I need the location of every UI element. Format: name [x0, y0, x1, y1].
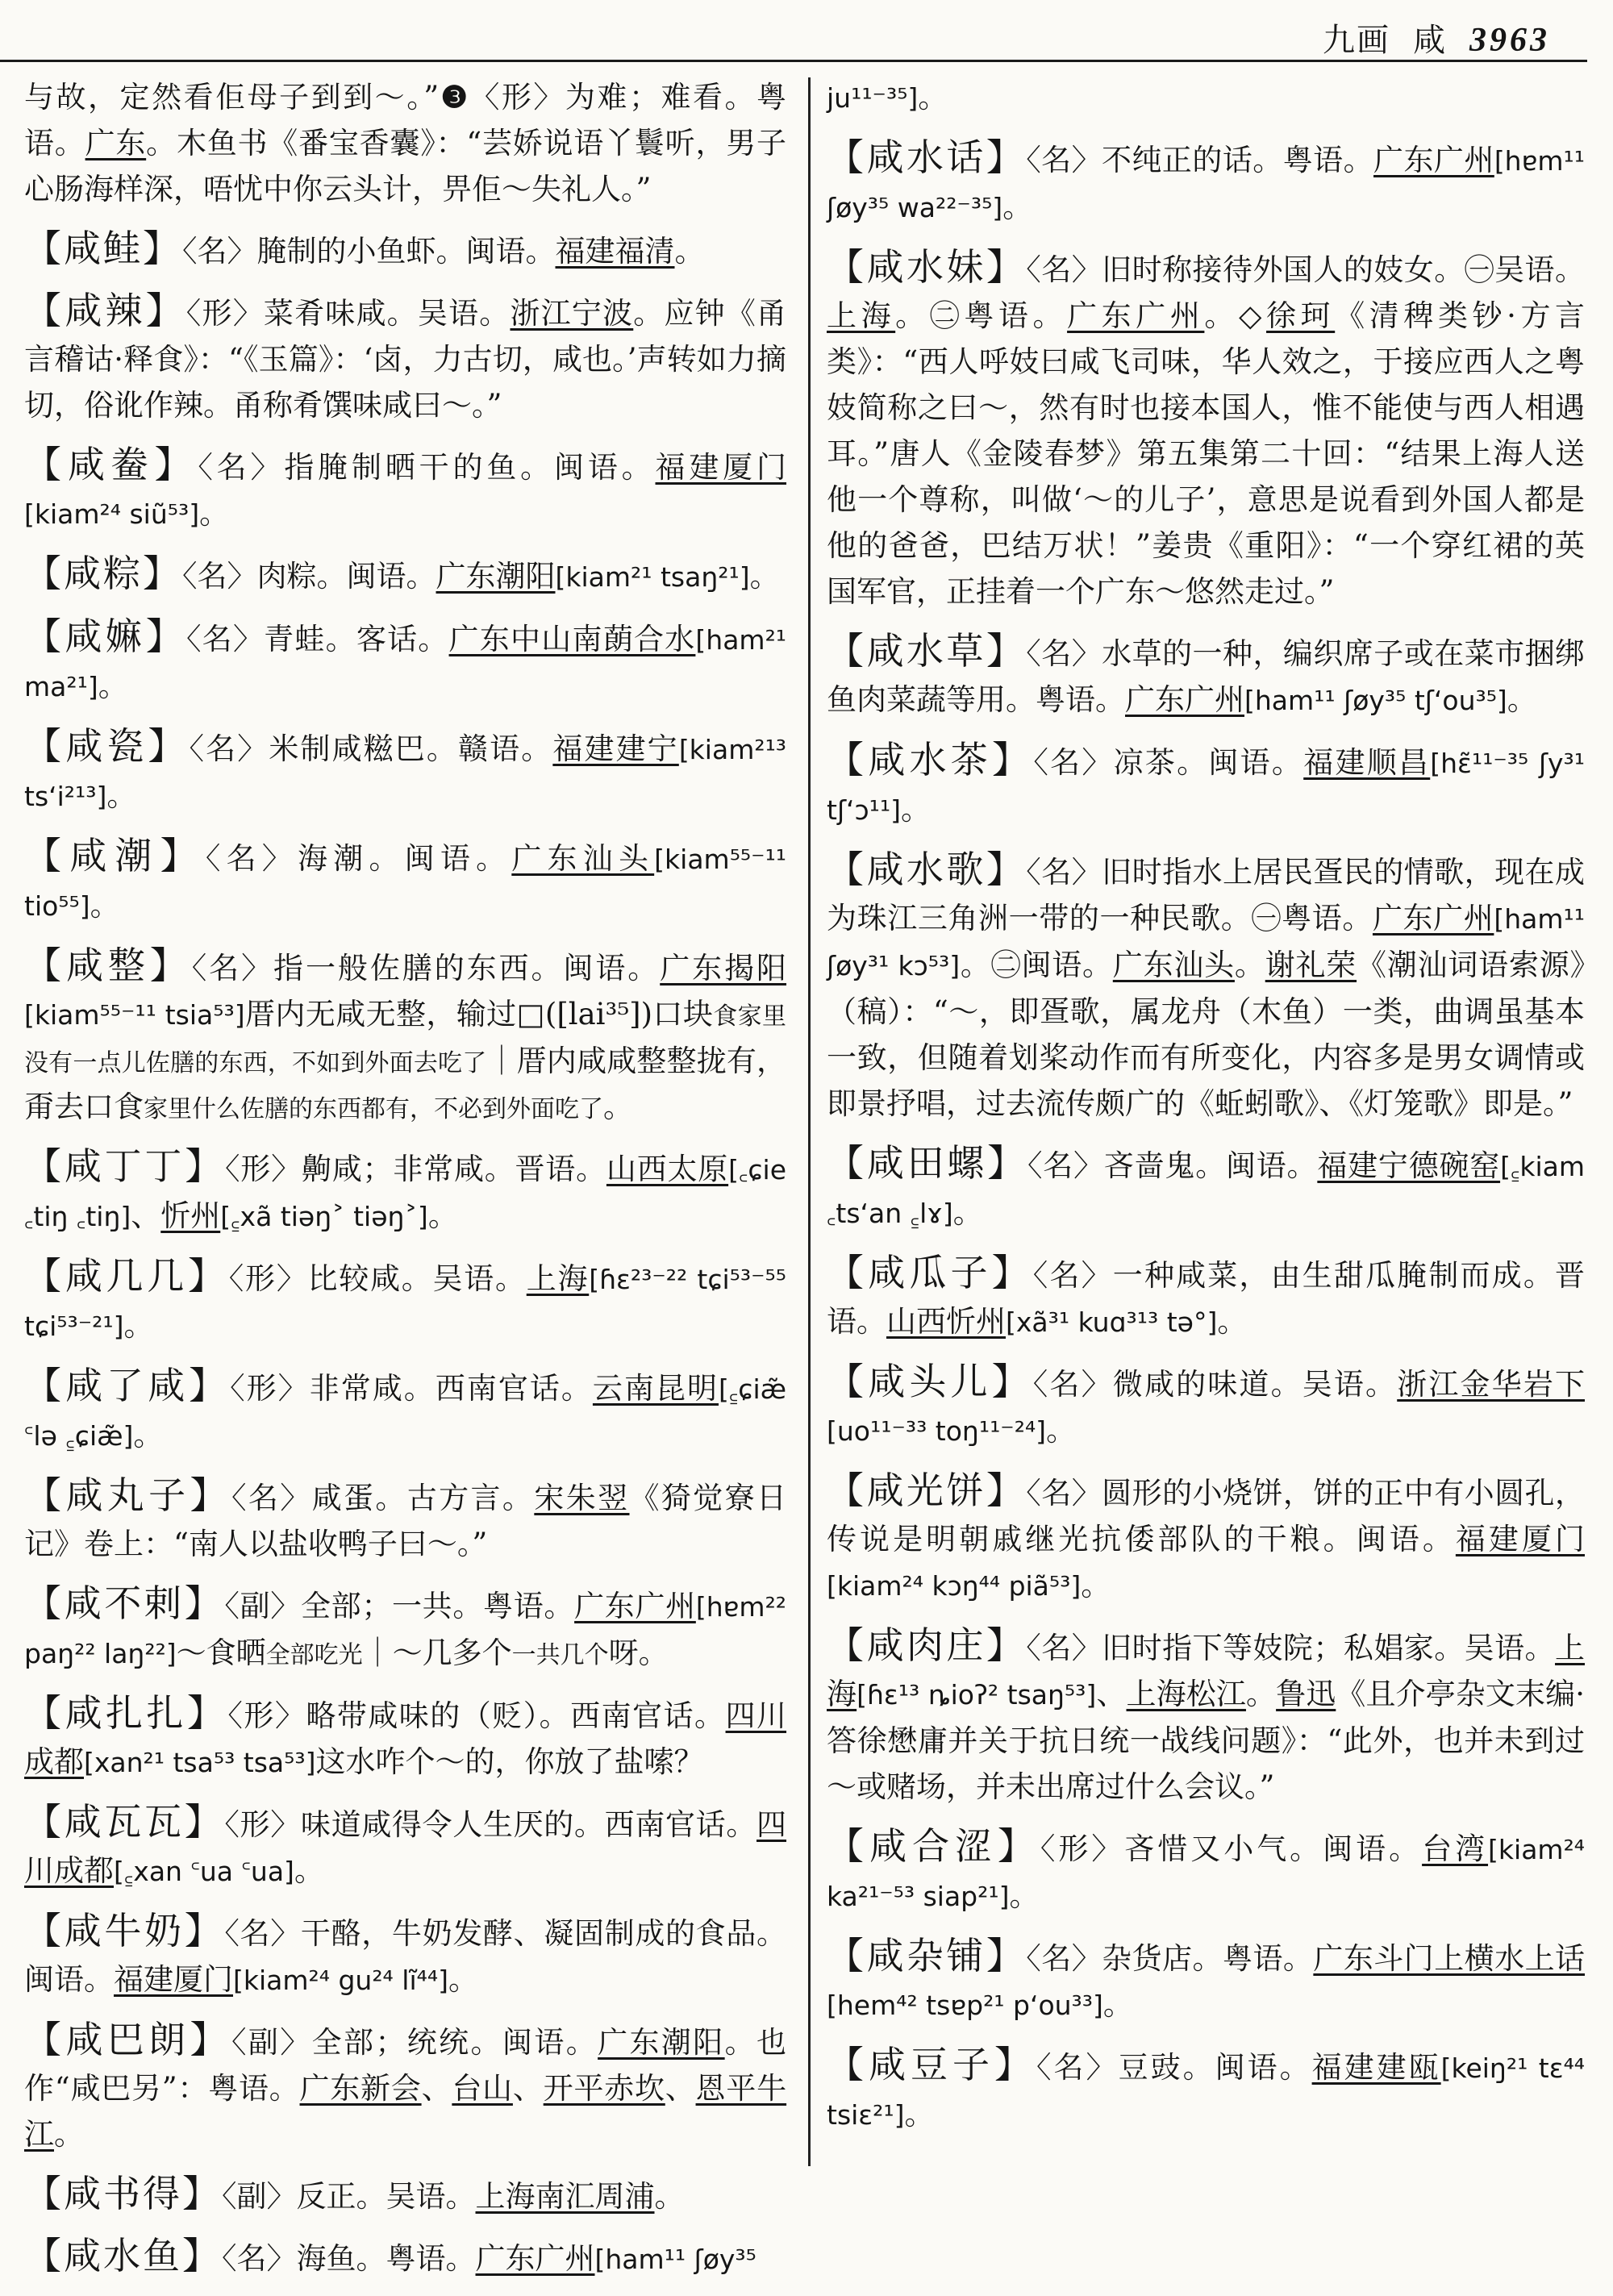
dictionary-entry — [827, 1250, 1585, 1345]
pronunciation: [ham¹¹ ʃøy³⁵ — [594, 2244, 756, 2275]
headword: 【咸书得】 — [24, 2172, 222, 2215]
headword: 【咸水草】 — [827, 629, 1027, 673]
location: 广东广州 — [1372, 901, 1494, 935]
location: 广东 — [85, 126, 147, 160]
entry-text: 。 — [133, 1418, 164, 1452]
headword: 【咸整】 — [24, 944, 192, 987]
dictionary-entry — [24, 1253, 786, 1349]
part-of-speech: 〈形〉 — [225, 1152, 302, 1186]
definition: 凉茶。闽语。 — [1113, 745, 1304, 780]
location: 广东汕头 — [511, 841, 655, 876]
part-of-speech: 〈名〉 — [231, 1481, 312, 1515]
part-of-speech: 〈副〉 — [222, 2179, 297, 2214]
headword: 【咸杂铺】 — [827, 1934, 1027, 1977]
headword: 【咸巴朗】 — [24, 2018, 231, 2061]
entry-text: 。也作“咸巴另”：粤语。 — [24, 2025, 787, 2106]
definition: 不纯正的话。粤语。 — [1102, 143, 1374, 177]
page-number: 3963 — [1469, 22, 1550, 59]
entry-text: 。 — [1081, 1568, 1111, 1602]
entry-text: 。应钟《甬言稽诂·释食》：“《玉篇》：‘卤，力古切，咸也。’声转如力摘切，俗讹作辣。甬称肴馔味咸曰～。” — [24, 296, 787, 423]
definition: 肉粽。闽语。 — [256, 559, 436, 594]
entry-text: 。 — [427, 1198, 458, 1233]
definition: 豆豉。闽语。 — [1118, 2050, 1312, 2085]
pronunciation: [꜁kiam ꜀tsʻan ꜁lɤ] — [827, 1151, 1586, 1229]
definition: 全部；统统。闽语。 — [311, 2025, 598, 2060]
part-of-speech: 〈名〉 — [1036, 2050, 1119, 2085]
part-of-speech: 〈名〉 — [1026, 1941, 1102, 1976]
column-divider — [808, 77, 811, 2166]
entry-text: 。 — [448, 1962, 478, 1997]
part-of-speech: 〈名〉 — [1026, 1476, 1102, 1511]
dictionary-entry — [827, 244, 1585, 615]
part-of-speech: 〈名〉 — [1032, 1258, 1113, 1293]
location: 上海 — [526, 1261, 590, 1296]
dictionary-entry — [24, 1363, 786, 1459]
part-of-speech: 〈名〉 — [189, 731, 269, 766]
dictionary-entry — [24, 288, 786, 428]
definition: 吝惜又小气。闽语。 — [1124, 1831, 1423, 1866]
part-of-speech: 〈副〉 — [231, 2025, 312, 2060]
pronunciation: [꜁xã tiəŋ˃ tiəŋ˃] — [220, 1201, 428, 1232]
dictionary-entry — [24, 1144, 786, 1240]
section-char: 咸 — [1413, 22, 1447, 59]
location: 广东潮阳 — [436, 559, 556, 594]
headword: 【咸瓜子】 — [827, 1251, 1033, 1294]
headword: 【咸肉庄】 — [827, 1623, 1027, 1667]
entry-text: 。 — [749, 559, 780, 594]
section-label: 九画 — [1323, 22, 1390, 59]
pronunciation: [kiam²⁴ siũ⁵³] — [24, 498, 200, 530]
pronunciation: [xã³¹ kuɑ³¹³ tə°] — [1006, 1306, 1218, 1338]
headword: 【咸鲞】 — [24, 443, 198, 486]
entry-text: 。 — [1002, 190, 1033, 224]
location: 广东揭阳 — [660, 951, 787, 985]
location: 宋朱翌 — [534, 1481, 630, 1515]
headword: 【咸鲑】 — [24, 227, 182, 270]
headword: 【咸嫲】 — [24, 615, 186, 658]
location: 上海 — [827, 298, 896, 333]
location: 广东汕头 — [1112, 948, 1235, 982]
headword: 【咸水话】 — [827, 135, 1027, 179]
entry-text: 厝内无咸无整，输过□([lai³⁵])口块 — [244, 997, 714, 1031]
dictionary-entry — [24, 2171, 786, 2219]
headword: 【咸水妹】 — [827, 245, 1027, 289]
entry-text: 。 — [1217, 1304, 1248, 1339]
dictionary-entry — [827, 2042, 1585, 2138]
part-of-speech: 〈名〉 — [1026, 252, 1102, 287]
location: 福建宁德碗窑 — [1317, 1148, 1501, 1183]
definition: 略带咸味的（贬）。西南官话。 — [306, 1698, 726, 1733]
entry-text: 呀。 — [608, 1636, 669, 1670]
dictionary-entry — [24, 1799, 786, 1894]
headword: 【咸丁丁】 — [24, 1144, 225, 1188]
part-of-speech: 〈名〉 — [1026, 855, 1102, 890]
headword: 【咸瓷】 — [24, 724, 190, 768]
location: 福建顺昌 — [1303, 745, 1431, 780]
location: 福建建瓯 — [1311, 2050, 1441, 2085]
part-of-speech: 〈副〉 — [224, 1589, 301, 1623]
definition: 水草的一种，编织席子或在菜市捆绑鱼肉菜蔬等用。粤语。 — [827, 636, 1586, 717]
definition: 齁咸；非常咸。晋语。 — [301, 1152, 606, 1186]
dictionary-entry — [24, 723, 786, 819]
header-rule — [0, 60, 1587, 62]
entry-text: 这水咋个～的，你放了盐嗦？ — [315, 1744, 704, 1779]
dictionary-entry — [827, 1468, 1585, 1609]
headword: 【咸光饼】 — [827, 1469, 1027, 1512]
definition: 指一般佐膳的东西。闽语。 — [273, 951, 661, 985]
definition: 干酪，牛奶发酵、凝固制成的食品。闽语。 — [24, 1916, 787, 1997]
part-of-speech: 〈名〉 — [191, 951, 274, 985]
entry-text: 。 — [1234, 948, 1265, 982]
definition: 海潮。闽语。 — [298, 841, 512, 876]
entry-text: 。 — [904, 2097, 935, 2131]
pronunciation: [ɦɛ²³⁻²² tɕi⁵³⁻⁵⁵ tɕi⁵³⁻²¹] — [24, 1264, 787, 1342]
headword: 【咸不剌】 — [24, 1581, 225, 1625]
headword: 【咸水歌】 — [827, 848, 1027, 891]
part-of-speech: 〈名〉 — [182, 559, 257, 594]
location: 福建厦门 — [1455, 1522, 1586, 1556]
location: 忻州 — [160, 1198, 221, 1233]
part-of-speech: 〈名〉 — [205, 841, 298, 876]
part-of-speech: 〈名〉 — [198, 450, 285, 485]
part-of-speech: 〈名〉 — [1026, 1631, 1102, 1665]
headword: 【咸水鱼】 — [24, 2234, 222, 2277]
example-gloss: 一共几个 — [511, 1641, 609, 1669]
entry-text: 《潮汕词语索源》（稿）：“～，即疍歌，属龙舟（木鱼）一类，曲调虽基本一致，但随着划桨动作而有所变化，内容多是男女调情或即景抒唱，过去流传颇广的《蚯蚓歌》、《灯笼歌》即是。” — [827, 948, 1586, 1121]
headword: 【咸几几】 — [24, 1254, 229, 1298]
headword: 【咸豆子】 — [827, 2043, 1037, 2086]
part-of-speech: 〈名〉 — [1027, 1148, 1104, 1183]
entry-text: 。 — [952, 1195, 983, 1230]
location: 广东新会 — [299, 2071, 422, 2106]
part-of-speech: 〈形〉 — [224, 1807, 301, 1842]
headword: 【咸头儿】 — [827, 1360, 1033, 1403]
definition: 吝啬鬼。闽语。 — [1103, 1148, 1318, 1183]
dictionary-entry — [827, 1933, 1585, 2028]
headword: 【咸扎扎】 — [24, 1691, 228, 1735]
running-head — [1323, 15, 1550, 60]
right-column — [827, 74, 1585, 2152]
pronunciation: [kiam²⁴ kɔŋ⁴⁴ piã⁵³] — [827, 1570, 1082, 1602]
entry-text: 、 — [665, 2071, 696, 2106]
dictionary-entry — [24, 1473, 786, 1567]
definition: 全部；一共。粤语。 — [300, 1589, 575, 1623]
entry-text: 。 — [674, 234, 705, 269]
definition: 杂货店。粤语。 — [1102, 1941, 1314, 1976]
pronunciation: [ham¹¹ ʃøy³⁵ tʃʻou³⁵] — [1244, 685, 1507, 716]
definition: 腌制的小鱼虾。闽语。 — [256, 234, 556, 269]
location: 广东潮阳 — [598, 2025, 725, 2060]
location: 广东广州 — [574, 1589, 696, 1623]
headword: 【咸了咸】 — [24, 1364, 231, 1407]
location: 四川成都 — [24, 1698, 787, 1779]
dictionary-entry — [24, 1690, 786, 1786]
entry-text: 《猗觉寮日记》卷上：“南人以盐收鸭子曰～。” — [24, 1481, 787, 1561]
entry-text: 、 — [512, 2071, 544, 2106]
entry-text: 、 — [131, 1198, 161, 1233]
definition: 旧时指下等妓院；私娼家。吴语。 — [1102, 1631, 1556, 1665]
dictionary-entry — [827, 1359, 1585, 1454]
entry-text: 、 — [1096, 1677, 1127, 1711]
definition: 一种咸菜，由生甜瓜腌制而成。晋语。 — [827, 1258, 1586, 1339]
entry-text: 。㊁闽语。 — [960, 948, 1113, 982]
continued-entry: ju¹¹⁻³⁵]。 — [827, 80, 948, 115]
pronunciation: [hɛ̃¹¹⁻³⁵ ʃy³¹ tʃʻɔ¹¹] — [827, 748, 1586, 826]
definition: 比较咸。吴语。 — [307, 1261, 527, 1296]
right-entries — [827, 135, 1585, 2138]
dictionary-entry — [827, 847, 1585, 1127]
entry-text: 。 — [1046, 1413, 1077, 1448]
location: 上海松江 — [1126, 1677, 1246, 1711]
part-of-speech: 〈形〉 — [1040, 1831, 1125, 1866]
entry-text: 。 — [900, 792, 931, 827]
location: 鲁迅 — [1276, 1677, 1336, 1711]
location: 台山 — [452, 2071, 513, 2106]
dictionary-entry — [827, 628, 1585, 723]
location: 广东斗门上横水上话 — [1313, 1941, 1586, 1976]
entry-text: 。 — [106, 778, 137, 813]
location: 四川成都 — [24, 1807, 787, 1888]
headword: 【咸田螺】 — [827, 1141, 1027, 1185]
headword: 【咸合涩】 — [827, 1824, 1040, 1868]
dictionary-entry — [24, 943, 786, 1130]
entry-text: 。 — [54, 2117, 84, 2152]
part-of-speech: 〈形〉 — [185, 296, 264, 331]
location: 广东广州 — [1125, 682, 1244, 717]
pronunciation: [꜀ɕie ꜀tiŋ ꜀tiŋ] — [24, 1154, 787, 1232]
location: 广东广州 — [1067, 298, 1205, 333]
definition: 米制咸糍巴。赣语。 — [269, 731, 553, 766]
location: 广东广州 — [475, 2241, 595, 2276]
pronunciation: [hɐm²² paŋ²² laŋ²²] — [24, 1591, 787, 1669]
part-of-speech: 〈名〉 — [224, 1916, 301, 1951]
dictionary-entry — [24, 226, 786, 274]
entry-text: 《清稗类钞·方言类》：“西人呼妓曰咸飞司味，华人效之，于接应西人之粤妓简称之曰～，然有时也接本国人，惟不能使与西人相遇耳。”唐人《金陵春梦》第五集第二十回：“结果上海人送他一个尊称，叫做‘～的儿子’，意思是说看到外国人都是他的爸爸，巴结万状！”姜贵《重阳》：“一个穿红裙的英国军官，正挂着一个广东～悠然走过。” — [827, 298, 1586, 609]
dictionary-entry — [827, 1140, 1585, 1236]
example-gloss: 食家里没有一点儿佐膳的东西，不如到外面去吃了 — [24, 1002, 787, 1077]
dictionary-entry — [827, 135, 1585, 231]
entry-text: 。◇ — [1204, 298, 1267, 333]
definition: 微咸的味道。吴语。 — [1112, 1367, 1398, 1402]
location: 福建厦门 — [655, 450, 787, 485]
headword: 【咸丸子】 — [24, 1473, 231, 1517]
entry-text: 、 — [421, 2071, 452, 2106]
entry-text: 。 — [90, 888, 120, 923]
definition: 圆形的小烧饼，饼的正中有小圆孔，传说是明朝戚继光抗倭部队的干粮。闽语。 — [827, 1476, 1586, 1556]
part-of-speech: 〈名〉 — [1026, 143, 1102, 177]
location: 福建厦门 — [114, 1962, 233, 1997]
part-of-speech: 〈形〉 — [230, 1371, 310, 1406]
definition: 菜肴味咸。吴语。 — [263, 296, 511, 331]
definition: 味道咸得令人生厌的。西南官话。 — [300, 1807, 757, 1842]
location: 徐珂 — [1266, 298, 1336, 333]
example-gloss: 全部吃光 — [265, 1641, 363, 1669]
part-of-speech: 〈名〉 — [1026, 636, 1102, 671]
entry-text: 。 — [603, 1090, 633, 1124]
sense-3-marker: ❸ — [439, 79, 470, 115]
definition: 旧时称接待外国人的妓女。㊀吴语。 — [1102, 252, 1586, 287]
location: 上海 — [827, 1631, 1586, 1711]
pronunciation: [kiam⁵⁵⁻¹¹ tsia⁵³] — [24, 999, 245, 1031]
entry-text: 《且介亭杂文末编·答徐懋庸并关于抗日统一战线问题》：“此外，也并未到过～或赌场，并未出席过什么会议。” — [827, 1677, 1586, 1804]
location: 浙江宁波 — [510, 296, 634, 331]
headword: 【咸粽】 — [24, 552, 182, 595]
location: 广东广州 — [1373, 143, 1494, 177]
entry-text: 。 — [98, 669, 128, 703]
pronunciation: [kiam²¹ tsaŋ²¹] — [555, 561, 750, 593]
pronunciation: [keiŋ²¹ tɛ⁴⁴ tsiɛ²¹] — [827, 2052, 1586, 2131]
dictionary-entry — [827, 737, 1585, 833]
dictionary-entry — [827, 1823, 1585, 1919]
dictionary-entry — [24, 833, 786, 929]
dictionary-entry — [24, 1908, 786, 2003]
location: 山西忻州 — [886, 1304, 1006, 1339]
left-column — [24, 74, 786, 2296]
part-of-speech: 〈名〉 — [182, 234, 257, 269]
entry-text: 。㊁粤语。 — [895, 298, 1068, 333]
definition: 非常咸。西南官话。 — [309, 1371, 593, 1406]
entry-text: 。 — [294, 1853, 324, 1888]
part-of-speech: 〈形〉 — [227, 1698, 306, 1733]
pronunciation: [hem⁴² tsɐp²¹ pʻou³³] — [827, 1990, 1103, 2021]
definition: 咸蛋。古方言。 — [311, 1481, 535, 1515]
entry-text: 。 — [1245, 1677, 1277, 1711]
pronunciation: [꜁ɕiæ̃ ꜂lə ꜁ɕiæ̃] — [24, 1373, 787, 1452]
entry-text: ｜厝内咸咸整整拢有，甭去口食 — [24, 1044, 787, 1124]
dictionary-entry — [24, 614, 786, 710]
headword: 【咸辣】 — [24, 289, 186, 332]
dictionary-entry — [24, 551, 786, 600]
headword: 【咸水茶】 — [827, 738, 1034, 781]
pronunciation: [hɐm¹¹ ʃøy³⁵ wa²²⁻³⁵] — [827, 145, 1586, 223]
pronunciation: [kiam²¹³ tsʻi²¹³] — [24, 734, 787, 812]
location: 浙江金华岩下 — [1397, 1367, 1586, 1402]
part-of-speech: 〈名〉 — [1033, 745, 1114, 780]
example-gloss: 家里什么佐膳的东西都有，不必到外面吃了 — [144, 1095, 603, 1123]
location: 台湾 — [1422, 1831, 1489, 1866]
entry-text: 。 — [199, 496, 230, 531]
location: 云南昆明 — [592, 1371, 719, 1406]
entry-text: 。 — [1102, 1987, 1133, 2022]
headword: 【咸牛奶】 — [24, 1909, 225, 1952]
location: 上海南汇周浦 — [475, 2179, 655, 2214]
entry-text: 。 — [123, 1308, 154, 1343]
pronunciation: [ham²¹ ma²¹] — [24, 624, 787, 702]
pronunciation: [꜁xan ꜂ua ꜂ua] — [114, 1856, 294, 1887]
definition: 青蛙。客话。 — [264, 622, 449, 656]
definition: 海鱼。粤语。 — [296, 2241, 476, 2276]
definition: 反正。吴语。 — [296, 2179, 476, 2214]
pronunciation: [kiam²⁴ gu²⁴ lĩ⁴⁴] — [233, 1965, 448, 1996]
definition: 指腌制晒干的鱼。闽语。 — [284, 450, 656, 485]
location: 广东中山南蓢合水 — [448, 622, 696, 656]
pronunciation: [kiam²⁴ ka²¹⁻⁵³ siap²¹] — [827, 1834, 1586, 1912]
pronunciation: [uo¹¹⁻³³ toŋ¹¹⁻²⁴] — [827, 1415, 1047, 1447]
part-of-speech: 〈形〉 — [228, 1261, 308, 1296]
dictionary-entry — [827, 1623, 1585, 1810]
definition: 旧时指水上居民疍民的情歌，现在成为珠江三角洲一带的一种民歌。㊀粤语。 — [827, 855, 1586, 935]
dictionary-entry — [24, 1581, 786, 1677]
headword: 【咸潮】 — [24, 834, 206, 877]
dictionary-entry — [24, 442, 786, 537]
continued-entry: 与故，定然看佢母子到到～。”❸〈形〉为难；难看。粤语。广东。木鱼书《番宝香囊》：“芸娇说语丫鬟听，男子心肠海样深，唔忧中你云头计，畀佢～失礼人。” — [24, 79, 787, 206]
dictionary-entry — [24, 2233, 786, 2282]
location: 谢礼荣 — [1265, 948, 1357, 982]
pronunciation: [xan²¹ tsa⁵³ tsa⁵³] — [84, 1747, 316, 1778]
entry-text: 。 — [654, 2179, 685, 2214]
entry-text: ｜～几多个 — [362, 1636, 512, 1670]
part-of-speech: 〈名〉 — [185, 622, 265, 656]
location: 山西太原 — [606, 1152, 729, 1186]
location: 福建福清 — [555, 234, 675, 269]
dictionary-entry — [24, 2017, 786, 2157]
location: 恩平牛江 — [24, 2071, 787, 2152]
entry-text: ～食晒 — [176, 1636, 266, 1670]
pronunciation: [ɦɛ¹³ ȵioʔ² tsaŋ⁵³] — [857, 1679, 1097, 1711]
part-of-speech: 〈名〉 — [1032, 1367, 1113, 1402]
part-of-speech: 〈名〉 — [222, 2241, 297, 2276]
entry-text: 。 — [1507, 682, 1537, 717]
pronunciation: [kiam⁵⁵⁻¹¹ tio⁵⁵] — [24, 844, 787, 922]
location: 福建建宁 — [552, 731, 679, 766]
headword: 【咸瓦瓦】 — [24, 1800, 225, 1844]
location: 开平赤坎 — [543, 2071, 665, 2106]
left-entries — [24, 226, 786, 2282]
pronunciation: [ham¹¹ ʃøy³¹ kɔ⁵³] — [827, 903, 1586, 981]
entry-text: 。 — [1009, 1878, 1040, 1913]
